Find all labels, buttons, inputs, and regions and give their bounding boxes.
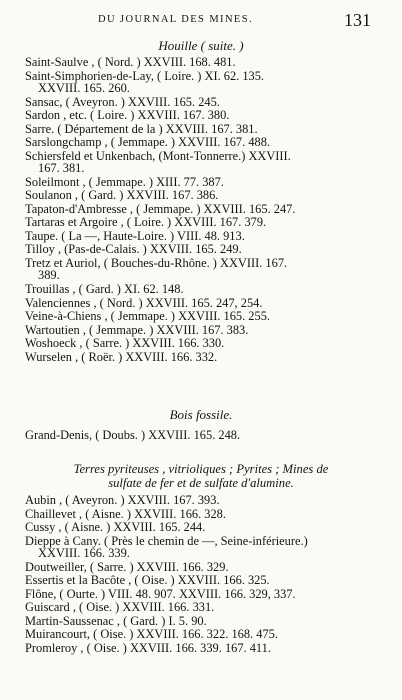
entry-line: Wurselen , ( Roër. ) XXVIII. 166. 332. bbox=[25, 349, 218, 364]
index-entry bbox=[25, 429, 392, 442]
index-entry bbox=[25, 521, 392, 534]
index-entry bbox=[25, 109, 392, 122]
section-heading-terres bbox=[6, 462, 396, 490]
index-entry bbox=[25, 310, 392, 323]
entry-line: Sardon , etc. ( Loire. ) XXVIII. 167. 380. bbox=[25, 108, 230, 123]
entry-line: Veine-à-Chiens , ( Jemmape. ) XXVIII. 165. 255. bbox=[25, 309, 270, 324]
entry-line: Guiscard , ( Oise. ) XXVIII. 166. 331. bbox=[25, 600, 215, 615]
entry-line: Tartaras et Argoire , ( Loire. ) XXVIII. 167. 379. bbox=[25, 215, 267, 230]
index-entry bbox=[25, 123, 392, 136]
running-title: DU JOURNAL DES MINES. bbox=[98, 14, 254, 25]
index-entry bbox=[25, 494, 392, 507]
index-entry bbox=[25, 574, 392, 587]
index-entry bbox=[25, 150, 392, 175]
entry-line: Grand-Denis, ( Doubs. ) XXVIII. 165. 248. bbox=[25, 428, 241, 442]
entry-line: Martin-Saussenac , ( Gard. ) I. 5. 90. bbox=[25, 613, 207, 628]
index-entry bbox=[25, 189, 392, 202]
entry-continuation: 167. 381. bbox=[38, 161, 85, 176]
index-entry bbox=[25, 588, 392, 601]
index-entry bbox=[25, 70, 392, 95]
running-head bbox=[0, 10, 402, 30]
index-entry bbox=[25, 283, 392, 296]
entry-line: Cussy , ( Aisne. ) XXVIII. 165. 244. bbox=[25, 520, 206, 534]
entry-continuation: 389. bbox=[38, 268, 60, 283]
entry-line: Essertis et la Bacôte , ( Oise. ) XXVIII. 166. 325. bbox=[25, 573, 270, 588]
index-entry bbox=[25, 535, 392, 560]
index-entry bbox=[25, 96, 392, 109]
entry-line: Trouillas , ( Gard. ) XI. 62. 148. bbox=[25, 282, 184, 297]
index-entry bbox=[25, 136, 392, 149]
section-heading-bois-fossile: Bois fossile. bbox=[169, 407, 233, 422]
entry-line: Dieppe à Cany. ( Près le chemin de —, Seine-inférieure.) bbox=[25, 533, 308, 548]
entry-line: Saint-Saulve , ( Nord. ) XXVIII. 168. 481. bbox=[25, 55, 236, 69]
entry-line: Sarre. ( Département de la ) XXVIII. 167. 381. bbox=[25, 121, 258, 136]
entry-line: Muirancourt, ( Oise. ) XXVIII. 166. 322. 168. 475. bbox=[25, 627, 278, 642]
entry-continuation: XXVIII. 166. 339. bbox=[38, 546, 130, 561]
index-entry bbox=[25, 561, 392, 574]
index-entry bbox=[25, 628, 392, 641]
entry-line: Wartoutien , ( Jemmape. ) XXVIII. 167. 383. bbox=[25, 322, 249, 337]
entry-line: Sarslongchamp , ( Jemmape. ) XXVIII. 167. 488. bbox=[25, 135, 271, 150]
entry-line: Woshoeck , ( Sarre. ) XXVIII. 166. 330. bbox=[25, 336, 225, 351]
entry-line: Aubin , ( Aveyron. ) XXVIII. 167. 393. bbox=[25, 493, 220, 507]
entry-line: Flône, ( Ourte. ) VIII. 48. 907. XXVIII. 166. 329, 337. bbox=[25, 586, 296, 601]
index-entry bbox=[25, 230, 392, 243]
page-number: 131 bbox=[344, 10, 371, 30]
entry-line: Schiersfeld et Unkenbach, (Mont-Tonnerre.) XXVIII. bbox=[25, 148, 291, 163]
entry-line: Tapaton-d'Ambresse , ( Jemmape. ) XXVIII. 165. 247. bbox=[25, 201, 296, 216]
entry-line: Soleilmont , ( Jemmape. ) XIII. 77. 387. bbox=[25, 174, 224, 189]
entry-line: Sansac, ( Aveyron. ) XXVIII. 165. 245. bbox=[25, 94, 220, 109]
index-entry bbox=[25, 216, 392, 229]
entry-line: Tretz et Auriol, ( Bouches-du-Rhône. ) XXVIII. 167. bbox=[25, 255, 288, 270]
index-entry bbox=[25, 257, 392, 282]
index-entry bbox=[25, 203, 392, 216]
section-heading-houille: Houille ( suite. ) bbox=[158, 38, 244, 53]
index-entry bbox=[25, 337, 392, 350]
entry-line: Doutweiller, ( Sarre. ) XXVIII. 166. 329. bbox=[25, 559, 229, 574]
index-entry bbox=[25, 642, 392, 655]
entry-line: Promleroy , ( Oise. ) XXVIII. 166. 339. 167. 411. bbox=[25, 640, 271, 655]
entry-line: Saint-Simphorien-de-Lay, ( Loire. ) XI. 62. 135. bbox=[25, 68, 265, 83]
entry-line: Soulanon , ( Gard. ) XXVIII. 167. 386. bbox=[25, 188, 219, 203]
index-entry bbox=[25, 176, 392, 189]
index-entry bbox=[25, 508, 392, 521]
entry-line: Tilloy , (Pas-de-Calais. ) XXVIII. 165. 249. bbox=[25, 242, 242, 257]
index-entry bbox=[25, 615, 392, 628]
entry-line: Valenciennes , ( Nord. ) XXVIII. 165. 247, 254. bbox=[25, 295, 263, 310]
index-entry bbox=[25, 297, 392, 310]
index-entry bbox=[25, 56, 392, 69]
section-heading-line: sulfate de fer et de sulfate d'alumine. bbox=[108, 476, 294, 490]
entry-line: Chaillevet , ( Aisne. ) XXVIII. 166. 328. bbox=[25, 506, 226, 521]
index-entry bbox=[25, 351, 392, 364]
index-entry bbox=[25, 243, 392, 256]
index-entry bbox=[25, 601, 392, 614]
section-heading-line: Terres pyriteuses , vitrioliques ; Pyrites ; Mines de bbox=[73, 462, 329, 476]
entry-continuation: XXVIII. 165. 260. bbox=[38, 81, 130, 96]
entry-line: Taupe. ( La —, Haute-Loire. ) VIII. 48. 913. bbox=[25, 228, 245, 243]
index-entry bbox=[25, 324, 392, 337]
